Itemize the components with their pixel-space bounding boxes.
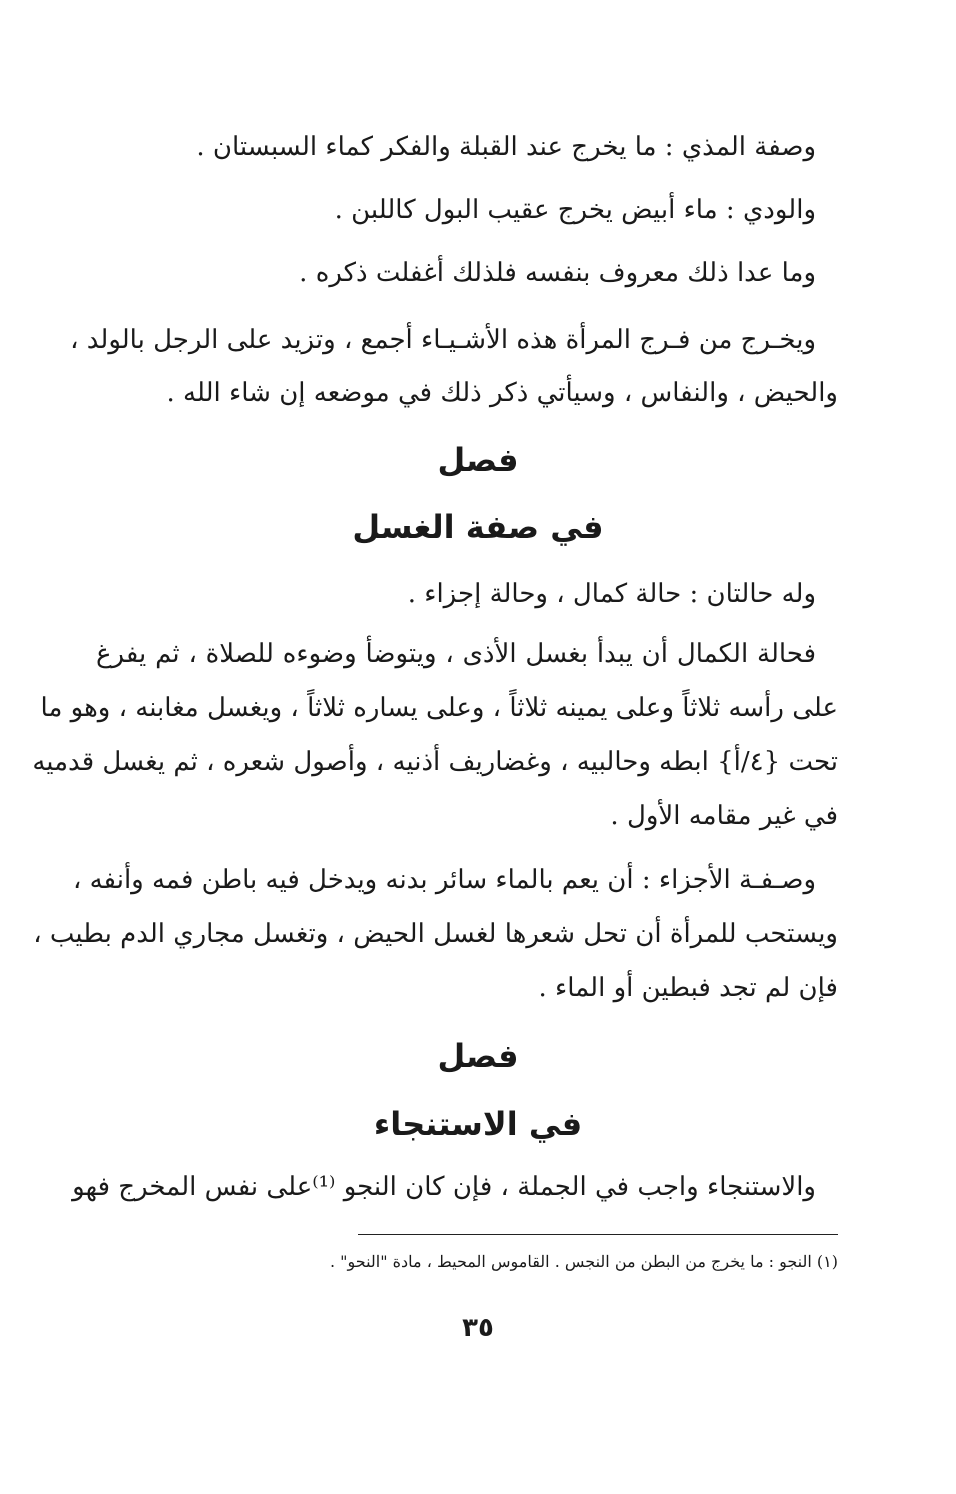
footnote: (١) النجو : ما يخرج من البطن من النجس . القاموس المحيط ، مادة "النحو" .: [329, 1252, 838, 1271]
paragraph-line: فحالة الكمال أن يبدأ بغسل الأذى ، ويتوضأ وضوءه للصلاة ، ثم يفرغ: [96, 639, 816, 669]
paragraph-line: وصفة المذي : ما يخرج عند القبلة والفكر كماء السبستان .: [196, 132, 816, 162]
paragraph-line: تحت {٤/أ} ابطه وحالبيه ، وغضاريف أذنيه ، وأصول شعره ، ثم يغسل قدميه: [32, 747, 838, 777]
paragraph-line: في غير مقامه الأول .: [610, 801, 838, 831]
section-subheading: في الاستنجاء: [373, 1105, 583, 1143]
paragraph-line: والحيض ، والنفاس ، وسيأتي ذكر ذلك في موضعه إن شاء الله .: [166, 378, 838, 408]
paragraph-line: وله حالتان : حالة كمال ، وحالة إجزاء .: [407, 579, 816, 609]
page-number: ٣٥: [462, 1313, 494, 1343]
paragraph-line: على رأسه ثلاثاً وعلى يمينه ثلاثاً ، وعلى يساره ثلاثاً ، ويغسل مغابنه ، وهو ما: [40, 693, 838, 723]
paragraph-line: ويستحب للمرأة أن تحل شعرها لغسل الحيض ، وتغسل مجاري الدم بطيب ،: [33, 919, 838, 949]
footnote-divider: [358, 1234, 838, 1235]
paragraph-line: وما عدا ذلك معروف بنفسه فلذلك أغفلت ذكره .: [299, 258, 816, 288]
paragraph-line: ويخـرج من فـرج المرأة هذه الأشـيـاء أجمع ، وتزيد على الرجل بالولد ،: [70, 325, 816, 355]
paragraph-line: فإن لم تجد فبطين أو الماء .: [538, 973, 838, 1003]
paragraph-line: والودي : ماء أبيض يخرج عقيب البول كاللبن .: [334, 195, 816, 225]
section-subheading: في صفة الغسل: [352, 508, 604, 546]
paragraph-line: وصـفـة الأجزاء : أن يعم بالماء سائر بدنه ويدخل فيه باطن فمه وأنفه ،: [72, 865, 816, 895]
section-heading: فصل: [437, 441, 519, 479]
section-heading: فصل: [437, 1037, 519, 1075]
paragraph-line: والاستنجاء واجب في الجملة ، فإن كان النجو ⁽¹⁾على نفس المخرج فهو: [72, 1172, 816, 1202]
